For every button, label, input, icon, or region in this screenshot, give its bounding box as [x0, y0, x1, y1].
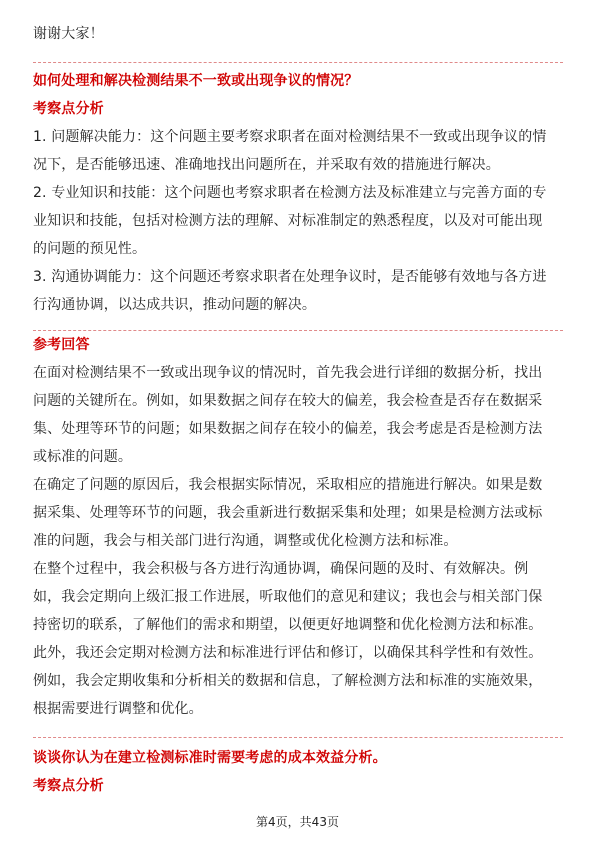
page-number-label: 第4页，共43页	[256, 815, 339, 829]
analysis-point-line: 1. 问题解决能力：这个问题主要考察求职者在面对检测结果不一致或出现争议的情	[33, 129, 547, 145]
section-divider	[33, 62, 563, 63]
section-divider	[33, 737, 563, 738]
analysis-point-line: 行沟通协调，以达成共识，推动问题的解决。	[33, 297, 316, 313]
answer-line: 在面对检测结果不一致或出现争议的情况时，首先我会进行详细的数据分析，找出	[33, 365, 543, 381]
page-number-footer	[0, 814, 595, 830]
answer-paragraph-2	[33, 471, 568, 555]
answer-line: 如，我会定期向上级汇报工作进展，听取他们的意见和建议；我也会与相关部门保	[33, 589, 543, 605]
analysis-point-2	[33, 179, 568, 263]
answer-line: 或标准的问题。	[33, 449, 133, 465]
analysis-point-line: 业知识和技能，包括对检测方法的理解、对标准制定的熟悉程度，以及对可能出现	[33, 213, 543, 229]
analysis-point-3	[33, 263, 568, 319]
analysis-point-line: 2. 专业知识和技能：这个问题也考察求职者在检测方法及标准建立与完善方面的专	[33, 185, 547, 201]
answer-line: 问题的关键所在。例如，如果数据之间存在较大的偏差，我会检查是否存在数据采	[33, 393, 543, 409]
answer-paragraph-1	[33, 359, 568, 471]
answer-paragraph-3	[33, 555, 568, 639]
analysis-heading	[33, 772, 568, 800]
answer-line: 据采集、处理等环节的问题，我会重新进行数据采集和处理；如果是检测方法或标	[33, 505, 543, 521]
answer-line: 持密切的联系，了解他们的需求和期望，以便更好地调整和优化检测方法和标准。	[33, 617, 543, 633]
answer-line: 准的问题，我会与相关部门进行沟通，调整或优化检测方法和标准。	[33, 533, 458, 549]
answer-heading-text: 参考回答	[33, 337, 90, 353]
answer-heading	[33, 331, 568, 359]
analysis-heading-text: 考察点分析	[33, 778, 104, 794]
closing-text	[33, 20, 568, 48]
answer-line: 此外，我还会定期对检测方法和标准进行评估和修订，以确保其科学性和有效性。	[33, 645, 543, 661]
answer-line: 在确定了问题的原因后，我会根据实际情况，采取相应的措施进行解决。如果是数	[33, 477, 543, 493]
analysis-point-line: 况下，是否能够迅速、准确地找出问题所在，并采取有效的措施进行解决。	[33, 157, 500, 173]
answer-line: 根据需要进行调整和优化。	[33, 701, 203, 717]
analysis-heading	[33, 95, 568, 123]
closing-line: 谢谢大家！	[33, 26, 104, 42]
question-heading	[33, 744, 568, 772]
answer-line: 例如，我会定期收集和分析相关的数据和信息，了解检测方法和标准的实施效果，	[33, 673, 543, 689]
question-heading	[33, 67, 568, 95]
analysis-heading-text: 考察点分析	[33, 101, 104, 117]
answer-paragraph-4	[33, 639, 568, 723]
answer-line: 集、处理等环节的问题；如果数据之间存在较小的偏差，我会考虑是否是检测方法	[33, 421, 543, 437]
analysis-point-1	[33, 123, 568, 179]
analysis-point-line: 的问题的预见性。	[33, 241, 147, 257]
answer-line: 在整个过程中，我会积极与各方进行沟通协调，确保问题的及时、有效解决。例	[33, 561, 529, 577]
question-text: 谈谈你认为在建立检测标准时需要考虑的成本效益分析。	[33, 750, 387, 766]
question-text: 如何处理和解决检测结果不一致或出现争议的情况？	[33, 73, 359, 89]
analysis-point-line: 3. 沟通协调能力：这个问题还考察求职者在处理争议时，是否能够有效地与各方进	[33, 269, 547, 285]
